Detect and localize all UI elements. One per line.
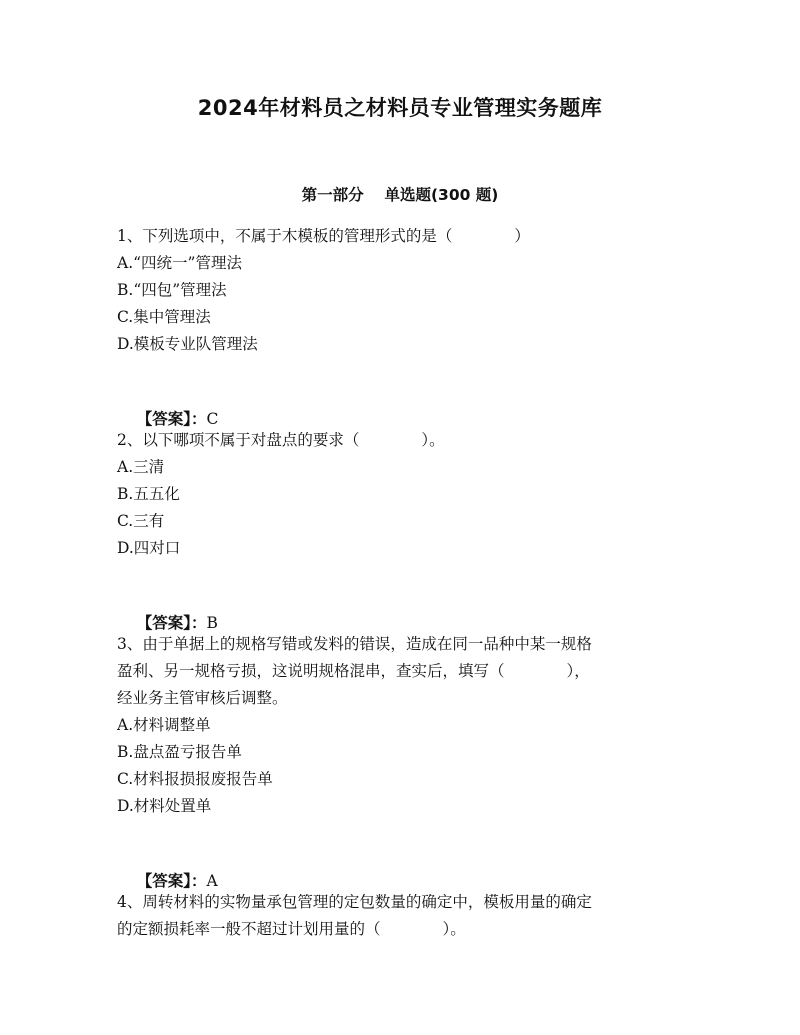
question-3-option-b: B.盘点盈亏报告单: [117, 743, 242, 761]
question-3-stem-line-1: 3、由于单据上的规格写错或发料的错误，造成在同一品种中某一规格: [117, 635, 592, 653]
answer-value: C: [206, 410, 219, 428]
question-4-stem-line-1: 4、周转材料的实物量承包管理的定包数量的确定中，模板用量的确定: [117, 893, 592, 911]
document-title: 2024年材料员之材料员专业管理实务题库: [197, 96, 603, 120]
question-1-option-a: A.“四统一”管理法: [117, 254, 242, 272]
question-2-option-d: D.四对口: [117, 539, 181, 557]
question-2-option-c: C.三有: [117, 512, 165, 530]
question-4-stem-line-2: 的定额损耗率一般不超过计划用量的（ ）。: [117, 920, 466, 938]
question-3-stem-line-2: 盈利、另一规格亏损，这说明规格混串，查实后，填写（ ），: [117, 662, 590, 680]
question-3-stem-line-3: 经业务主管审核后调整。: [117, 689, 288, 707]
question-1-stem: 1、下列选项中，不属于木模板的管理形式的是（ ）: [117, 227, 530, 245]
question-2-option-b: B.五五化: [117, 485, 180, 503]
answer-label: 【答案】：: [136, 872, 207, 890]
question-1-option-b: B.“四包”管理法: [117, 281, 227, 299]
section-heading: 第一部分 单选题(300 题): [301, 186, 499, 204]
question-2-option-a: A.三清: [117, 458, 165, 476]
question-2-stem: 2、以下哪项不属于对盘点的要求（ ）。: [117, 431, 445, 449]
answer-value: B: [206, 614, 218, 632]
answer-label: 【答案】：: [136, 410, 207, 428]
question-3-option-a: A.材料调整单: [117, 716, 211, 734]
question-1-option-c: C.集中管理法: [117, 308, 211, 326]
answer-value: A: [206, 872, 218, 890]
answer-label: 【答案】：: [136, 614, 207, 632]
question-3-option-c: C.材料报损报废报告单: [117, 770, 273, 788]
question-3-option-d: D.材料处置单: [117, 797, 212, 815]
question-1-option-d: D.模板专业队管理法: [117, 335, 258, 353]
